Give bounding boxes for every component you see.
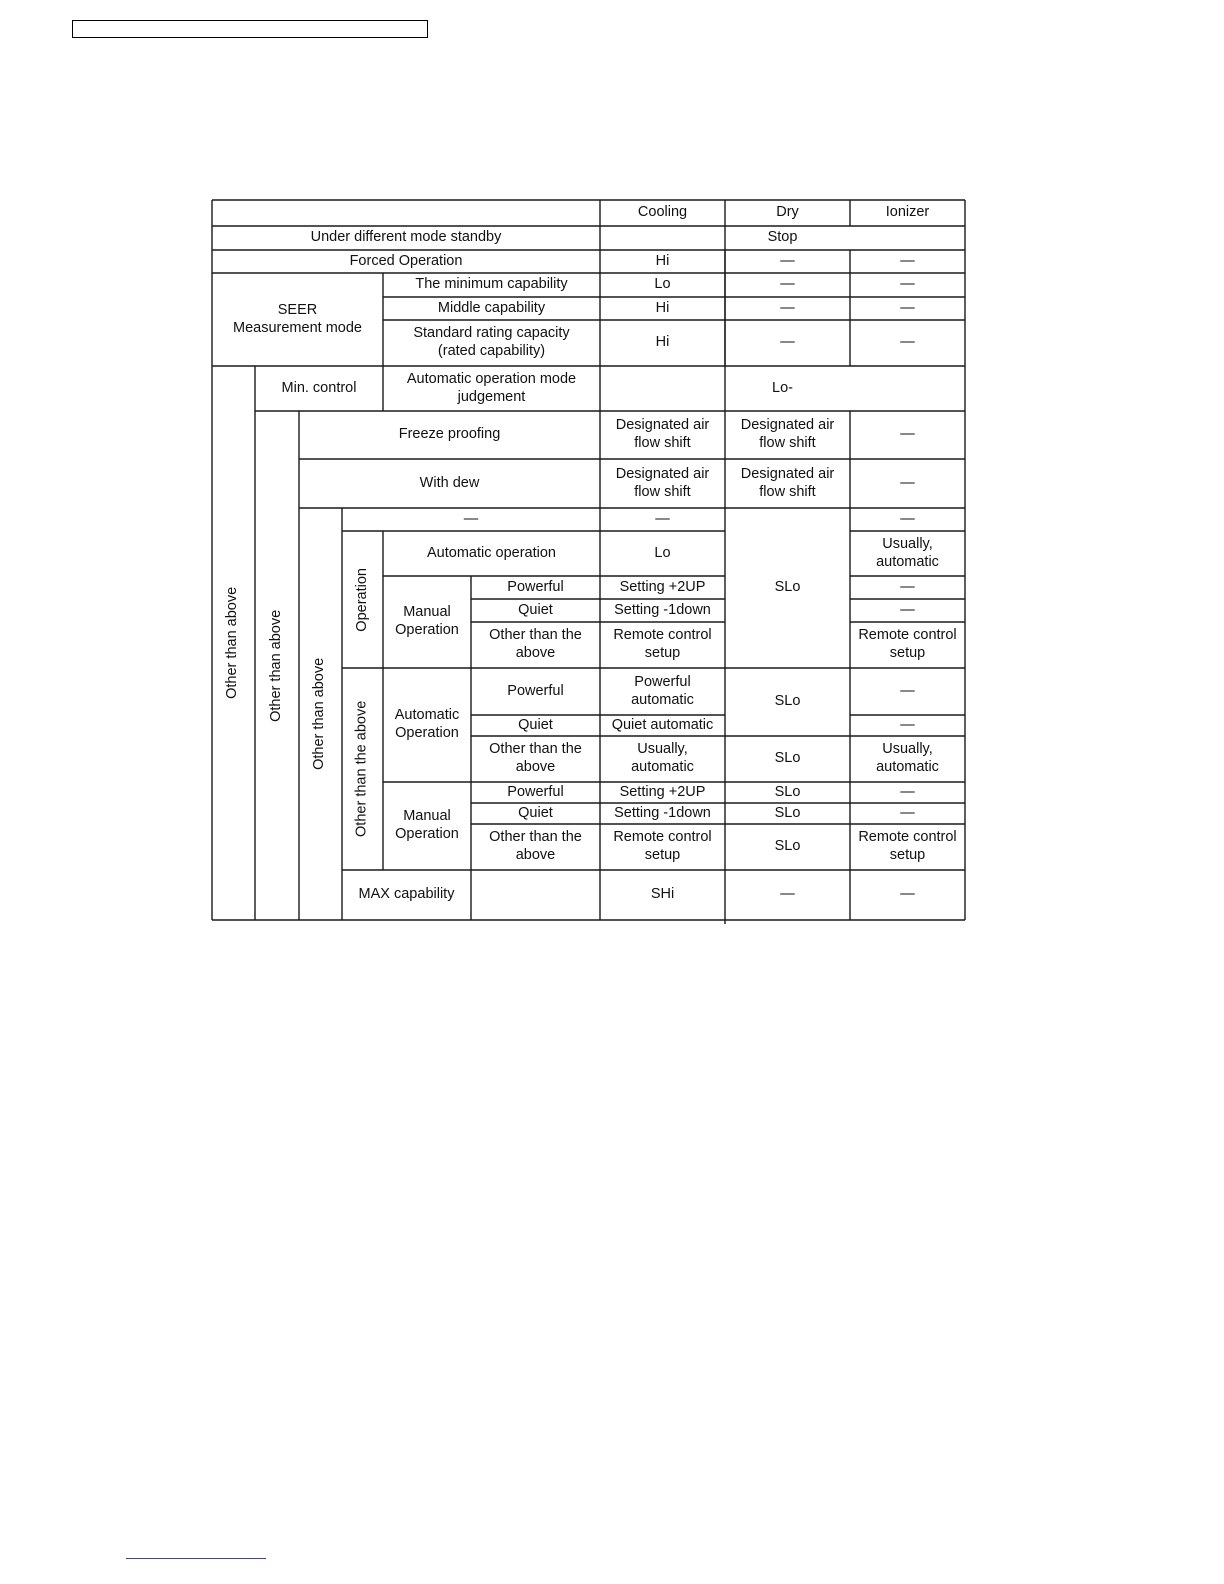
row-label-powerful-3	[471, 782, 600, 803]
cell-auto-pq-dry-slo	[725, 668, 850, 736]
row-label-manual-operation-2	[383, 782, 471, 870]
cell-powerful-2-ionizer-text: —	[900, 682, 915, 699]
cell-freeze-cooling-text: Designated air flow shift	[615, 417, 710, 451]
cell-freeze-dry	[725, 411, 850, 459]
row-label-dash	[342, 508, 600, 531]
cell-quiet-1-cooling	[600, 599, 725, 622]
cell-dash-cooling-text: —	[655, 510, 670, 527]
cell-forced-dry	[725, 250, 850, 273]
cell-powerful-3-ionizer-text: —	[900, 783, 915, 800]
cell-dew-dry	[725, 459, 850, 508]
row-label-other-than-the-above	[342, 668, 383, 870]
row-label-standard-rating-text: Standard rating capacity (rated capability)	[413, 325, 570, 359]
cell-other-3-cooling-text: Remote control setup	[613, 829, 712, 863]
row-label-minimum-capability	[383, 273, 600, 297]
row-label-operation	[342, 531, 383, 668]
cell-max-ionizer	[850, 870, 965, 920]
cell-other-2-dry-text: SLo	[774, 750, 801, 767]
cell-quiet-3-dry-text: SLo	[774, 804, 801, 821]
cell-quiet-2-cooling-text: Quiet automatic	[611, 716, 714, 733]
row-label-powerful-2-text: Powerful	[507, 682, 564, 699]
cell-powerful-2-ionizer	[850, 668, 965, 715]
cell-minimum-ionizer-text: —	[900, 276, 915, 293]
cell-other-3-dry	[725, 824, 850, 870]
cell-minimum-cooling-text: Lo	[654, 276, 671, 293]
row-label-manual-operation-2-text: Manual Operation	[395, 808, 459, 842]
row-label-powerful-1	[471, 576, 600, 599]
row-label-quiet-1	[471, 599, 600, 622]
cell-other-3-cooling	[600, 824, 725, 870]
cell-max-cooling-text: SHi	[650, 886, 675, 903]
cell-powerful-3-cooling-text: Setting +2UP	[619, 783, 706, 800]
row-label-standard-rating	[383, 320, 600, 366]
row-label-other-than-above-3	[299, 508, 342, 920]
cell-quiet-3-ionizer	[850, 803, 965, 824]
col-header-ionizer-text: Ionizer	[885, 204, 930, 221]
row-label-automatic-operation-2	[383, 668, 471, 782]
cell-dew-ionizer	[850, 459, 965, 508]
cell-powerful-1-cooling-text: Setting +2UP	[619, 578, 706, 595]
row-label-forced-operation	[212, 250, 600, 273]
cell-auto-op-ionizer	[850, 531, 965, 576]
col-header-ionizer	[850, 200, 965, 226]
cell-auto-pq-dry-slo-text: SLo	[774, 693, 801, 710]
cell-quiet-3-cooling	[600, 803, 725, 824]
cell-forced-ionizer	[850, 250, 965, 273]
cell-forced-cooling-text: Hi	[655, 252, 670, 269]
cell-standard-ionizer-text: —	[900, 334, 915, 351]
cell-max-cooling	[600, 870, 725, 920]
row-label-other-than-the-above-1-text: Other than the above	[489, 627, 582, 661]
cell-middle-dry-text: —	[780, 299, 795, 316]
cell-dew-dry-text: Designated air flow shift	[740, 465, 835, 500]
cell-max-dry-text: —	[780, 886, 795, 903]
cell-max-dry	[725, 870, 850, 920]
row-label-operation-text: Operation	[353, 567, 370, 632]
cell-other-1-cooling-text: Remote control setup	[613, 627, 712, 661]
cell-middle-cooling-text: Hi	[655, 299, 670, 316]
cell-min-control-value	[600, 366, 965, 411]
row-label-powerful-1-text: Powerful	[507, 578, 564, 595]
row-label-powerful-3-text: Powerful	[507, 783, 564, 800]
cell-dew-cooling	[600, 459, 725, 508]
row-label-automatic-operation	[383, 531, 600, 576]
cell-dew-cooling-text: Designated air flow shift	[615, 465, 710, 500]
row-label-seer-text: SEER Measurement mode	[233, 301, 362, 336]
row-label-auto-mode-judgement	[383, 366, 600, 411]
cell-minimum-dry	[725, 273, 850, 297]
cell-middle-ionizer	[850, 297, 965, 320]
cell-minimum-ionizer	[850, 273, 965, 297]
cell-quiet-2-ionizer-text: —	[900, 716, 915, 733]
row-label-other-than-the-above-2-text: Other than the above	[489, 741, 582, 775]
cell-min-control-value-text: Lo-	[772, 379, 793, 396]
col-header-cooling-text: Cooling	[637, 204, 688, 221]
col-header-dry	[725, 200, 850, 226]
row-label-standby	[212, 226, 600, 250]
cell-forced-ionizer-text: —	[900, 252, 915, 269]
cell-freeze-ionizer-text: —	[900, 426, 915, 443]
row-label-middle-capability	[383, 297, 600, 320]
cell-quiet-1-cooling-text: Setting -1down	[614, 601, 711, 618]
row-label-quiet-3	[471, 803, 600, 824]
cell-other-2-ionizer	[850, 736, 965, 782]
row-label-middle-capability-text: Middle capability	[437, 299, 546, 316]
cell-auto-op-cooling-text: Lo	[654, 544, 671, 561]
row-label-minimum-capability-text: The minimum capability	[415, 276, 568, 293]
row-label-quiet-2-text: Quiet	[518, 716, 553, 733]
cell-dash-cooling	[600, 508, 725, 531]
row-label-max-capability	[342, 870, 471, 920]
cell-minimum-dry-text: —	[780, 276, 795, 293]
cell-dew-ionizer-text: —	[900, 474, 915, 491]
row-label-with-dew-text: With dew	[419, 474, 480, 491]
cell-standard-dry	[725, 320, 850, 366]
cell-operation-dry-slo-text: SLo	[774, 579, 801, 596]
cell-standard-ionizer	[850, 320, 965, 366]
row-label-other-than-the-above-text: Other than the above	[353, 700, 370, 838]
cell-other-3-ionizer	[850, 824, 965, 870]
col-header-cooling	[600, 200, 725, 226]
row-label-with-dew	[299, 459, 600, 508]
cell-middle-cooling	[600, 297, 725, 320]
cell-freeze-dry-text: Designated air flow shift	[740, 417, 835, 451]
cell-quiet-2-cooling	[600, 715, 725, 736]
cell-middle-dry	[725, 297, 850, 320]
cell-quiet-2-ionizer	[850, 715, 965, 736]
cell-standard-cooling	[600, 320, 725, 366]
cell-other-1-ionizer-text: Remote control setup	[858, 627, 957, 661]
cell-powerful-1-ionizer	[850, 576, 965, 599]
row-label-other-than-above-3-text: Other than above	[311, 657, 328, 771]
cell-standby-value-text: Stop	[767, 229, 798, 246]
row-label-freeze-proofing	[299, 411, 600, 459]
row-label-other-than-the-above-2	[471, 736, 600, 782]
cell-auto-op-cooling	[600, 531, 725, 576]
cell-dash-ionizer-text: —	[900, 510, 915, 527]
row-label-auto-mode-judgement-text: Automatic operation mode judgement	[406, 370, 577, 405]
row-label-other-than-above-1	[212, 366, 255, 920]
cell-freeze-cooling	[600, 411, 725, 459]
cell-quiet-3-dry	[725, 803, 850, 824]
cell-other-2-dry	[725, 736, 850, 782]
cell-powerful-1-cooling	[600, 576, 725, 599]
cell-standard-cooling-text: Hi	[655, 334, 670, 351]
row-label-min-control	[255, 366, 383, 411]
row-label-automatic-operation-text: Automatic operation	[427, 544, 556, 561]
cell-operation-dry-slo	[725, 508, 850, 668]
cell-max-ionizer-text: —	[900, 886, 915, 903]
cell-forced-cooling	[600, 250, 725, 273]
cell-auto-op-ionizer-text: Usually, automatic	[876, 535, 939, 570]
cell-standard-dry-text: —	[780, 334, 795, 351]
footer-rule	[126, 1558, 266, 1559]
row-label-powerful-2	[471, 668, 600, 715]
cell-other-2-cooling-text: Usually, automatic	[631, 741, 694, 775]
cell-standby-value	[600, 226, 965, 250]
cell-quiet-1-ionizer-text: —	[900, 601, 915, 618]
cell-quiet-3-cooling-text: Setting -1down	[614, 804, 711, 821]
cell-other-3-ionizer-text: Remote control setup	[858, 829, 957, 863]
row-label-other-than-above-2	[255, 411, 299, 920]
col-header-dry-text: Dry	[776, 204, 799, 221]
row-label-max-capability-text: MAX capability	[358, 886, 455, 903]
row-label-other-than-above-2-text: Other than above	[268, 609, 285, 722]
cell-powerful-1-ionizer-text: —	[900, 578, 915, 595]
cell-other-1-ionizer	[850, 622, 965, 668]
cell-powerful-2-cooling	[600, 668, 725, 715]
row-label-manual-operation-1-text: Manual Operation	[395, 604, 459, 638]
cell-forced-dry-text: —	[780, 252, 795, 269]
row-label-forced-operation-text: Forced Operation	[349, 252, 463, 269]
cell-other-2-cooling	[600, 736, 725, 782]
row-label-quiet-3-text: Quiet	[518, 804, 553, 821]
cell-dash-ionizer	[850, 508, 965, 531]
cell-freeze-ionizer	[850, 411, 965, 459]
row-label-min-control-text: Min. control	[281, 379, 357, 396]
cell-middle-ionizer-text: —	[900, 299, 915, 316]
row-label-other-than-the-above-3	[471, 824, 600, 870]
row-label-other-than-the-above-3-text: Other than the above	[489, 829, 582, 863]
row-label-standby-text: Under different mode standby	[310, 229, 502, 246]
row-label-automatic-operation-2-text: Automatic Operation	[394, 707, 460, 741]
cell-other-3-dry-text: SLo	[774, 838, 801, 855]
cell-powerful-2-cooling-text: Powerful automatic	[631, 673, 694, 708]
cell-other-1-cooling	[600, 622, 725, 668]
cell-quiet-3-ionizer-text: —	[900, 804, 915, 821]
row-label-manual-operation-1	[383, 576, 471, 668]
row-label-dash-text: —	[463, 510, 479, 527]
cell-other-2-ionizer-text: Usually, automatic	[876, 741, 939, 775]
row-label-quiet-1-text: Quiet	[518, 601, 553, 618]
cell-powerful-3-ionizer	[850, 782, 965, 803]
cell-powerful-3-dry	[725, 782, 850, 803]
cell-powerful-3-cooling	[600, 782, 725, 803]
cell-minimum-cooling	[600, 273, 725, 297]
row-label-freeze-proofing-text: Freeze proofing	[398, 426, 501, 443]
cell-quiet-1-ionizer	[850, 599, 965, 622]
row-label-other-than-the-above-1	[471, 622, 600, 668]
row-label-seer	[212, 273, 383, 366]
cell-powerful-3-dry-text: SLo	[774, 783, 801, 800]
row-label-quiet-2	[471, 715, 600, 736]
row-label-other-than-above-1-text: Other than above	[224, 586, 241, 700]
